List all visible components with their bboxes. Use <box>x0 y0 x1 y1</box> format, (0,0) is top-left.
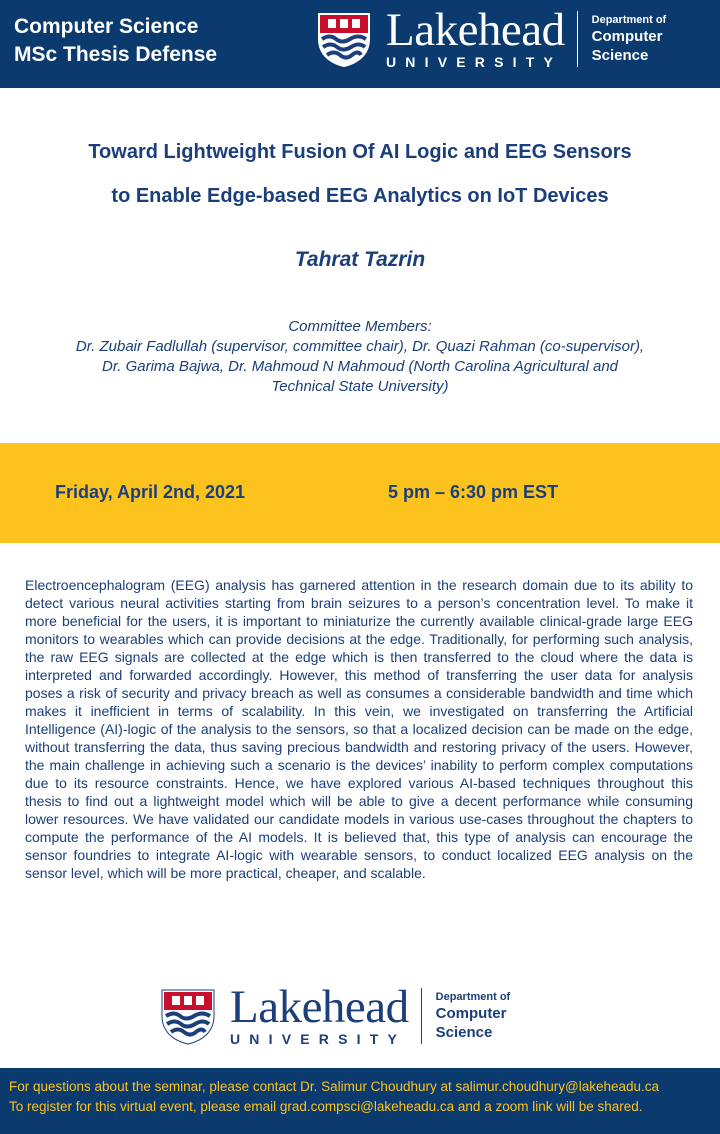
lakehead-shield-icon <box>314 9 374 69</box>
department-label <box>592 13 667 65</box>
logo-subtitle: UNIVERSITY <box>386 54 563 70</box>
department-line2: Computer <box>591 28 663 45</box>
committee-members <box>0 317 720 397</box>
event-time: 5 pm – 6:30 pm EST <box>388 482 559 502</box>
department-line1: Department of <box>591 14 667 26</box>
logo-divider <box>577 11 578 67</box>
header-title-line2: MSc Thesis Defense <box>14 43 218 66</box>
logo-name: Lakehead <box>386 4 565 56</box>
logo-divider <box>421 988 422 1044</box>
event-date: Friday, April 2nd, 2021 <box>55 482 246 502</box>
footer-band <box>0 1068 720 1134</box>
header-title-line1: Computer Science <box>14 15 199 38</box>
department-line2: Computer <box>435 1005 507 1022</box>
committee-line1: Dr. Zubair Fadlullah (supervisor, committee chair), Dr. Quazi Rahman (co-supervisor), <box>75 338 645 355</box>
committee-line3: Technical State University) <box>271 378 449 395</box>
footer-register-line: To register for this virtual event, please email grad.compsci@lakeheadu.ca and a zoom link will be shared. <box>9 1099 643 1114</box>
department-line1: Department of <box>435 991 511 1003</box>
footer-contact-line: For questions about the seminar, please contact Dr. Salimur Choudhury at salimur.choudhury@lakeheadu.ca <box>9 1079 660 1094</box>
logo-wordmark <box>386 4 565 70</box>
committee-heading: Committee Members: <box>288 318 432 335</box>
thesis-title-line2: to Enable Edge-based EEG Analytics on IoT Devices <box>111 185 609 207</box>
header-band <box>0 0 720 88</box>
committee-line2: Dr. Garima Bajwa, Dr. Mahmoud N Mahmoud (North Carolina Agricultural and <box>101 358 619 375</box>
department-label <box>436 990 511 1042</box>
abstract-text: Electroencephalogram (EEG) analysis has garnered attention in the research domain due to its ability to detect various neural activities starting from brain seizures to a person’s concentration level. To make it more beneficial for the users, it is important to miniaturize the currently available clinical-grade large EEG monitors to wearables which can provide decisions at the edge. Traditionally, for performing such analysis, the raw EEG signals are collected at the edge which is then transferred to the cloud where the data is interpreted and forwarded accordingly. However, this method of transferring the user data for analysis poses a risk of security and privacy breach as well as consumes a considerable bandwidth and time which makes it inefficient in terms of scalability. In this vein, we investigated on transferring the Artificial Intelligence (AI)-logic of the analysis to the sensors, so that a localized decision can be made on the edge, without transferring the data, thus saving precious bandwidth and restoring privacy of the users. However, the main challenge in achieving such a scenario is the devices’ inability to perform complex computations due to its resource constraints. Hence, we have explored various AI-based techniques throughout this thesis to find out a lightweight model which will be able to give a decent performance while consuming lower resources. We have validated our candidate models in various use-cases throughout the chapters to compute the performance of the AI models. It is believed that, this type of analysis can encourage the sensor foundries to integrate AI-logic with wearable sensors, to conduct localized EEG analysis on the sensor level, which will be more practical, cheaper, and scalable. <box>25 577 693 881</box>
department-line3: Science <box>591 47 649 64</box>
header-title <box>14 13 217 69</box>
author-name: Tahrat Tazrin <box>294 248 426 271</box>
logo-name: Lakehead <box>230 981 409 1033</box>
lakehead-logo-footer <box>158 981 511 1047</box>
thesis-title-line1: Toward Lightweight Fusion Of AI Logic and EEG Sensors <box>88 141 632 163</box>
logo-subtitle: UNIVERSITY <box>230 1031 407 1047</box>
lakehead-shield-icon <box>158 986 218 1046</box>
lakehead-logo-header <box>314 4 667 70</box>
logo-wordmark <box>230 981 409 1047</box>
thesis-title <box>0 130 720 218</box>
department-line3: Science <box>435 1024 493 1041</box>
